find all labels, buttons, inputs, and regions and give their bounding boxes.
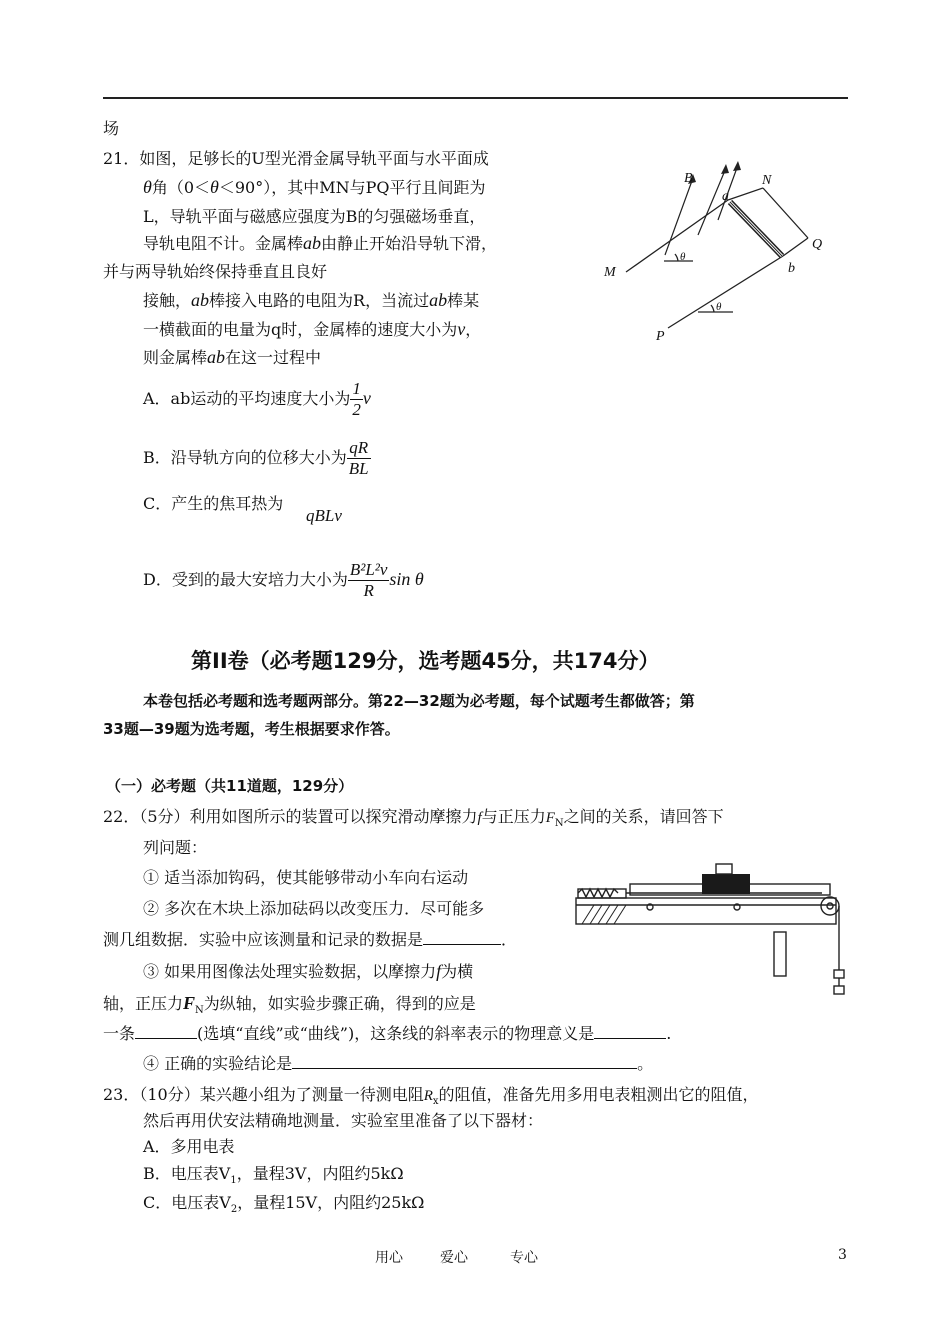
table-leg bbox=[774, 932, 786, 976]
pulley-axle bbox=[827, 903, 833, 909]
q23-option-a: A．多用电表 bbox=[143, 1137, 235, 1156]
mass-icon bbox=[716, 864, 732, 874]
bar-center bbox=[730, 202, 782, 256]
q21-line2: θ角（0＜θ＜90°），其中MN与PQ平行且间距为 bbox=[143, 177, 486, 197]
q21-line1: 21．如图，足够长的U型光滑金属导轨平面与水平面成 bbox=[103, 149, 489, 168]
rail-q-edge bbox=[783, 238, 808, 256]
q23-option-b: B．电压表$V_1$，量程3V，内阻约5kΩ bbox=[143, 1164, 404, 1187]
q21-line4: 导轨电阻不计。金属棒ab由静止开始沿导轨下滑， bbox=[143, 233, 498, 253]
fraction-qR-BL: $\frac{qR}{BL}$ bbox=[348, 438, 369, 478]
header-rule bbox=[103, 97, 848, 99]
part-heading: （一）必考题（共11道题，129分） bbox=[106, 777, 354, 795]
label-N: N bbox=[762, 173, 772, 188]
metal-bar bbox=[730, 202, 782, 256]
footer-motto-1: 用心 bbox=[375, 1250, 403, 1266]
field-line-1 bbox=[665, 178, 693, 255]
q21-option-c: C．产生的焦耳热为 bbox=[143, 494, 284, 513]
answer-blank-2[interactable] bbox=[135, 1024, 197, 1039]
rail-figure bbox=[598, 160, 838, 350]
q22-step2: ② 多次在木块上添加砝码以改变压力．尽可能多 bbox=[143, 899, 485, 918]
q21-option-a: A．ab运动的平均速度大小为 $\frac{1}{2}$ v bbox=[143, 379, 371, 419]
table-top bbox=[576, 898, 836, 924]
q21-option-d: D．受到的最大安培力大小为 $\frac{\text{B²L²v}}{R}$ sin θ bbox=[143, 560, 424, 600]
section-title: 第II卷（必考题129分，选考题45分，共174分） bbox=[191, 649, 660, 673]
q22-line1: 22．（5分）利用如图所示的装置可以探究滑动摩擦力f与正压力$F_N$之间的关系，请回答下 bbox=[103, 807, 724, 830]
fraction-half: $\frac{1}{2}$ bbox=[352, 379, 361, 419]
fraction-force: $\frac{\text{B²L²v}}{R}$ bbox=[349, 560, 388, 600]
section-intro-2: 33题—39题为选考题，考生根据要求作答。 bbox=[103, 720, 400, 738]
label-theta-2: θ bbox=[716, 301, 722, 313]
label-M: M bbox=[604, 265, 616, 280]
q22-line2: 列问题： bbox=[143, 838, 208, 857]
carry-text: 场 bbox=[103, 119, 120, 138]
hook-weight-2 bbox=[834, 986, 844, 994]
answer-blank-4[interactable] bbox=[292, 1054, 637, 1069]
hook-weight-1 bbox=[834, 970, 844, 978]
label-theta-1: θ bbox=[680, 251, 686, 263]
q21-line7: 一横截面的电量为q时，金属棒的速度大小为v， bbox=[143, 319, 482, 339]
block-with-weights bbox=[702, 874, 750, 894]
q22-step3-cont: 轴，正压力$F_N$为纵轴，如实验步骤正确，得到的应是 bbox=[103, 993, 476, 1017]
arrow-head-2 bbox=[721, 164, 729, 174]
q21-line5: 并与两导轨始终保持垂直且良好 bbox=[103, 262, 328, 281]
page-number: 3 bbox=[838, 1247, 847, 1263]
section-intro-1: 本卷包括必考题和选考题两部分。第22—32题为必考题，每个试题考生都做答；第 bbox=[143, 692, 695, 710]
angle-arc-1 bbox=[675, 254, 678, 261]
q22-step3-end: 一条 (选填“直线”或“曲线”)，这条线的斜率表示的物理意义是 . bbox=[103, 1024, 672, 1043]
q22-step4: ④ 正确的实验结论是 。 bbox=[143, 1054, 654, 1073]
q21-line3: L，导轨平面与磁感应强度为B的匀强磁场垂直， bbox=[143, 207, 486, 226]
q21-option-c-expr: qBLv bbox=[306, 506, 342, 525]
label-a: a bbox=[722, 189, 729, 204]
q22-step2-cont: 测几组数据．实验中应该测量和记录的数据是 ． bbox=[103, 930, 518, 949]
arrow-head-3 bbox=[733, 161, 741, 171]
q22-step3: ③ 如果用图像法处理实验数据，以摩擦力f为横 bbox=[143, 961, 474, 981]
label-B: B bbox=[684, 171, 693, 186]
q23-line2: 然后再用伏安法精确地测量．实验室里准备了以下器材： bbox=[143, 1111, 544, 1130]
q22-step1: ① 适当添加钩码，使其能够带动小车向右运动 bbox=[143, 868, 469, 887]
q21-option-b: B．沿导轨方向的位移大小为 $\frac{qR}{BL}$ bbox=[143, 438, 369, 478]
answer-blank-1[interactable] bbox=[423, 930, 501, 945]
friction-apparatus-figure bbox=[572, 860, 852, 1005]
rail-pq bbox=[668, 256, 783, 328]
answer-blank-3[interactable] bbox=[594, 1024, 666, 1039]
label-b: b bbox=[788, 261, 795, 276]
q23-option-c: C．电压表$V_2$，量程15V，内阻约25kΩ bbox=[143, 1193, 425, 1216]
q21-line6: 接触，ab棒接入电路的电阻为R，当流过ab棒某 bbox=[143, 290, 480, 310]
q23-line1: 23．（10分）某兴趣小组为了测量一待测电阻$R_x$的阻值，准备先用多用电表粗测出它的阻值， bbox=[103, 1085, 759, 1108]
rail-mn-top bbox=[728, 188, 763, 200]
label-P: P bbox=[656, 329, 665, 344]
footer-motto-2: 爱心 bbox=[440, 1250, 468, 1266]
label-Q: Q bbox=[812, 237, 823, 252]
spring-icon bbox=[578, 889, 618, 897]
rail-top-edge bbox=[763, 188, 808, 238]
footer-motto-3: 专心 bbox=[510, 1250, 538, 1266]
angle-arc-2 bbox=[711, 305, 714, 312]
q21-line8: 则金属棒ab在这一过程中 bbox=[143, 347, 322, 367]
